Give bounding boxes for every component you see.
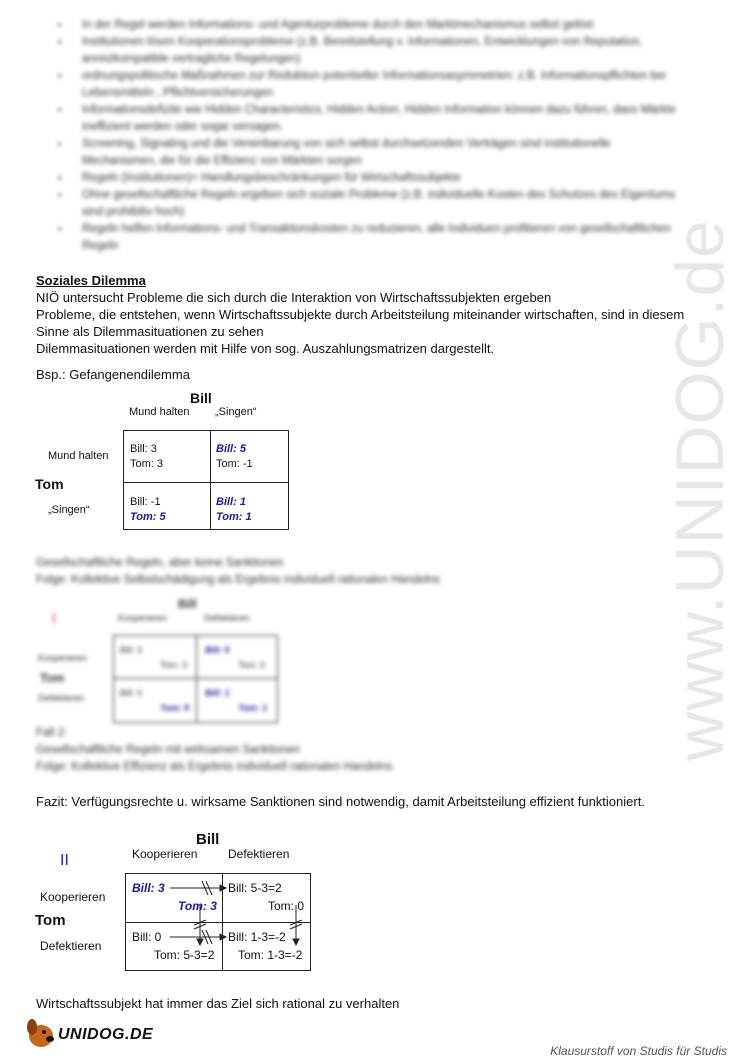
player-bill-label: Bill	[196, 831, 220, 848]
watermark: www.UNIDOG.de	[662, 219, 738, 761]
paragraph-line: Fall 2:	[36, 727, 68, 739]
matrix-cell-value: Bill: 1-3=-2	[228, 930, 286, 944]
matrix-cell-value: Bill: 5	[205, 645, 230, 655]
example-label: Bsp.: Gefangenendilemma	[36, 367, 190, 382]
list-item: ▪ Institutionen lösen Kooperationsprobleme (z.B. Bereitstellung v. Informationen, Entwicklungen von Reputation, anreizkompatible vertragliche Regelungen)	[36, 34, 676, 68]
matrix-cell-value: Tom: 5-3=2	[154, 948, 215, 962]
matrix-cell-value: Tom: 3	[178, 899, 217, 913]
closing-text: Wirtschaftssubjekt hat immer das Ziel sich rational zu verhalten	[36, 996, 400, 1011]
matrix-cell-value: Bill: 1	[205, 688, 230, 698]
matrix-cell-value: Tom: 1-3=-2	[238, 948, 303, 962]
matrix-cell-value: Tom: 5	[160, 703, 190, 713]
case-numeral: II	[60, 852, 69, 869]
matrix-cell-value: Bill: 5-3=2	[228, 881, 282, 895]
matrix-cell-value: Bill: 5	[216, 443, 246, 455]
matrix-cell-value: Bill: 3	[132, 881, 165, 895]
player-tom-label: Tom	[35, 912, 66, 929]
player-bill-label: Bill	[190, 390, 212, 406]
row-header: „Singen“	[48, 504, 90, 516]
list-item: ▪ In der Regel werden Informations- und Agenturprobleme durch den Marktmechanismus selbst gelöst	[36, 17, 676, 34]
row-header: Defektieren	[40, 939, 102, 953]
conclusion-text: Fazit: Verfügungsrechte u. wirksame Sanktionen sind notwendig, damit Arbeitsteilung effizient funktioniert.	[36, 794, 645, 809]
list-item: ▪ Informationsdefizite wie Hidden Characteristics, Hidden Action, Hidden Information können dazu führen, dass Märkte ineffizient werden oder sogar versagen.	[36, 102, 676, 136]
row-header: Mund halten	[48, 450, 109, 462]
player-bill-label: Bill	[178, 597, 197, 611]
paragraph-line: Sinne als Dilemmasituationen zu sehen	[36, 324, 264, 339]
matrix-cell-value: Bill: 0	[120, 688, 143, 698]
paragraph-line: Gesellschaftliche Regeln, aber keine Sanktionen	[36, 557, 284, 569]
matrix-cell-value: Tom: 3	[130, 458, 164, 470]
list-item: ▪ Ohne gesellschaftliche Regeln ergeben sich soziale Probleme (z.B. individuelle Kosten des Schutzes des Eigentums sind prohibitiv hoch)	[36, 187, 676, 221]
paragraph-line: Folge: Kollektive Effizienz als Ergebnis individuell rationalen Handelns	[36, 761, 393, 773]
paragraph-line: Probleme, die entstehen, wenn Wirtschaftssubjekte durch Arbeitsteilung miteinander wirtschaften, sind in diesem	[36, 307, 685, 322]
list-item: ▪ Screening, Signaling und die Vereinbarung von sich selbst durchsetzenden Verträgen sind institutionelle Mechanismen, die für die Effizienz von Märkten sorgen	[36, 136, 676, 170]
matrix-cell-value: Tom: 1	[238, 703, 268, 713]
column-header: „Singen“	[215, 406, 257, 418]
matrix-cell-value: Bill: 1	[216, 496, 246, 508]
paragraph-line: Gesellschaftliche Regeln mit wirksamen Sanktionen	[36, 744, 300, 756]
list-item: ▪ ordnungspolitische Maßnahmen zur Reduktion potentieller Informationsasymmetrien: z.B. Informationspflichten bei Lebensmitteln , Pflichtversicherungen	[36, 68, 676, 102]
case-numeral: I	[52, 610, 56, 626]
matrix-cell-value: Tom: 3	[160, 660, 188, 670]
paragraph-line: Folge: Kollektive Selbstschädigung als Ergebnis individuell rationalen Handelns	[36, 574, 441, 586]
column-header: Kooperieren	[132, 847, 198, 861]
footer-tagline: Klausurstoff von Studis für Studis	[550, 1044, 727, 1058]
player-tom-label: Tom	[40, 671, 65, 685]
paragraph-line: NIÖ untersucht Probleme die sich durch die Interaktion von Wirtschaftssubjekten ergeben	[36, 290, 552, 305]
paragraph-line: Dilemmasituationen werden mit Hilfe von sog. Auszahlungsmatrizen dargestellt.	[36, 341, 495, 356]
row-header: Kooperieren	[38, 653, 88, 663]
logo-text: UNIDOG.DE	[58, 1026, 154, 1043]
matrix-cell-value: Tom: -1	[216, 458, 253, 470]
player-tom-label: Tom	[35, 476, 64, 492]
row-header: Defektieren	[38, 693, 85, 703]
section-heading: Soziales Dilemma	[36, 273, 146, 288]
list-item: ▪ Regeln (Institutionen)= Handlungsbeschränkungen für Wirtschaftssubjekte	[36, 170, 676, 187]
column-header: Kooperieren	[118, 613, 168, 623]
matrix-cell-value: Tom: 1	[216, 511, 252, 523]
matrix-cell-value: Bill: 3	[120, 645, 143, 655]
matrix-cell-value: Bill: 3	[130, 443, 157, 455]
matrix-cell-value: Bill: -1	[130, 496, 161, 508]
matrix-cell-value: Bill: 0	[132, 930, 162, 944]
matrix-cell-value: Tom: 0	[238, 660, 266, 670]
column-header: Defektieren	[204, 613, 251, 623]
row-header: Kooperieren	[40, 890, 106, 904]
column-header: Defektieren	[228, 847, 290, 861]
list-item: ▪ Regeln helfen Informations- und Transaktionskosten zu reduzieren, alle Individuen profitieren von gesellschaftlichen Regeln	[36, 221, 676, 255]
column-header: Mund halten	[129, 406, 190, 418]
matrix-cell-value: Tom: 0	[268, 899, 305, 913]
matrix-cell-value: Tom: 5	[130, 511, 166, 523]
